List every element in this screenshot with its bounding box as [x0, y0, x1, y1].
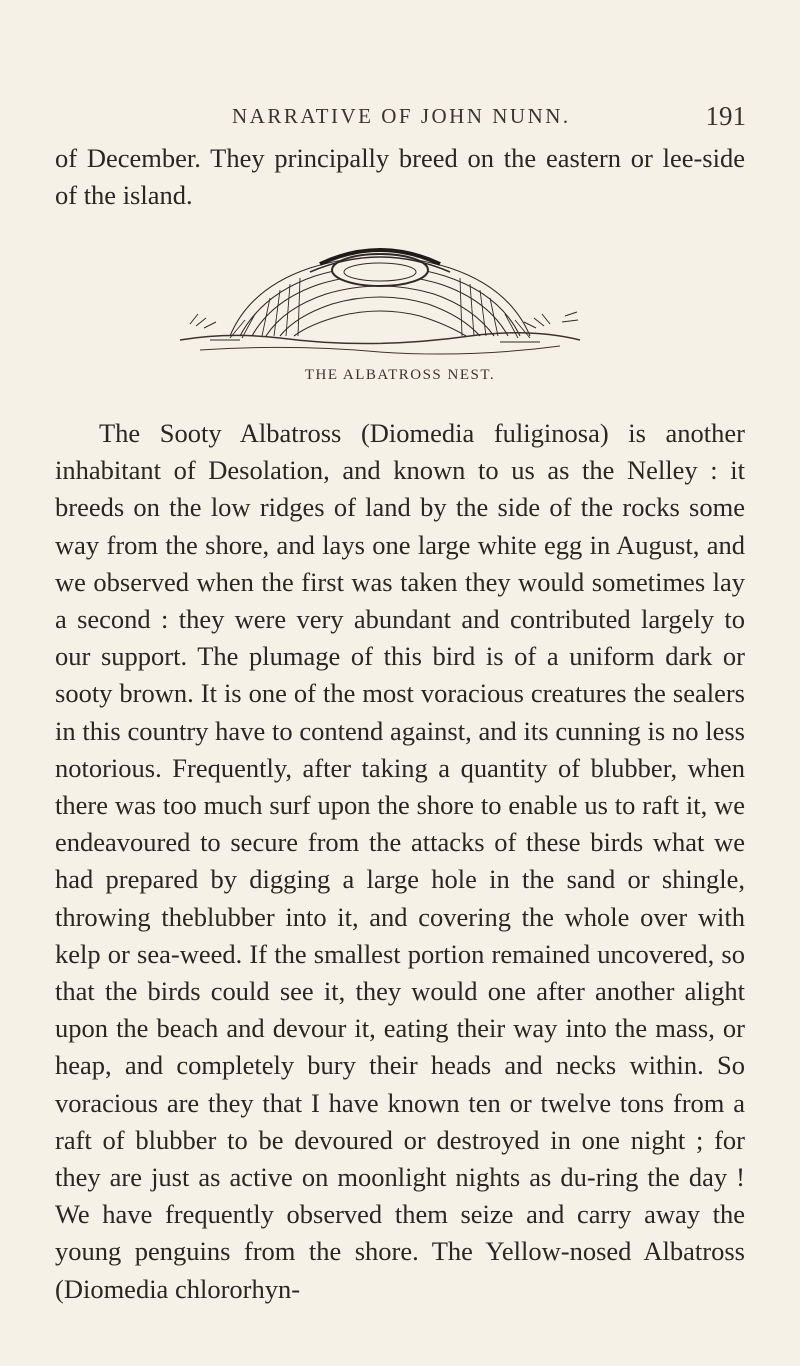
page-number: 191 — [705, 101, 746, 131]
body-paragraph: The Sooty Albatross (Diomedia fuliginosa) is another inhabitant of Desolation, and known to us as the Nelley : it breeds on the low ridges of land by the side of the rocks some way from the shore, and lays one large white egg in August, and we observed when the first was taken they would sometimes lay a second : they were very abundant and contributed largely to our support. The plumage of this bird is of a uniform dark or sooty brown. It is one of the most voracious creatures the sealers in this country have to contend against, and its cunning is no less notorious. Frequently, after taking a quantity of blubber, when there was too much surf upon the shore to enable us to raft it, we endeavoured to secure from the attacks of these birds what we had prepared by digging a large hole in the sand or shingle, throwing theblubber into it, and covering the whole over with kelp or sea-weed. If the smallest portion remained uncovered, so that the birds could see it, they would one after another alight upon the beach and devour it, eating their way into the mass, or heap, and completely bury their heads and necks within. So voracious are they that I have known ten or twelve tons from a raft of blubber to be devoured or destroyed in one night ; for they are just as active on moonlight nights as du-ring the day ! We have frequently observed them seize and carry away the young penguins from the shore. The Yellow-nosed Albatross (Diomedia chlororhyn- — [55, 418, 745, 1304]
running-title: NARRATIVE OF JOHN NUNN. — [232, 104, 571, 128]
main-text — [55, 415, 745, 1308]
albatross-nest-illustration — [170, 228, 590, 378]
top-text — [55, 140, 745, 214]
figure-caption: THE ALBATROSS NEST. — [304, 367, 496, 383]
nest-engraving — [170, 228, 590, 378]
top-paragraph: of December. They principally breed on the eastern or lee-side of the island. — [55, 143, 745, 211]
running-head — [0, 101, 800, 134]
